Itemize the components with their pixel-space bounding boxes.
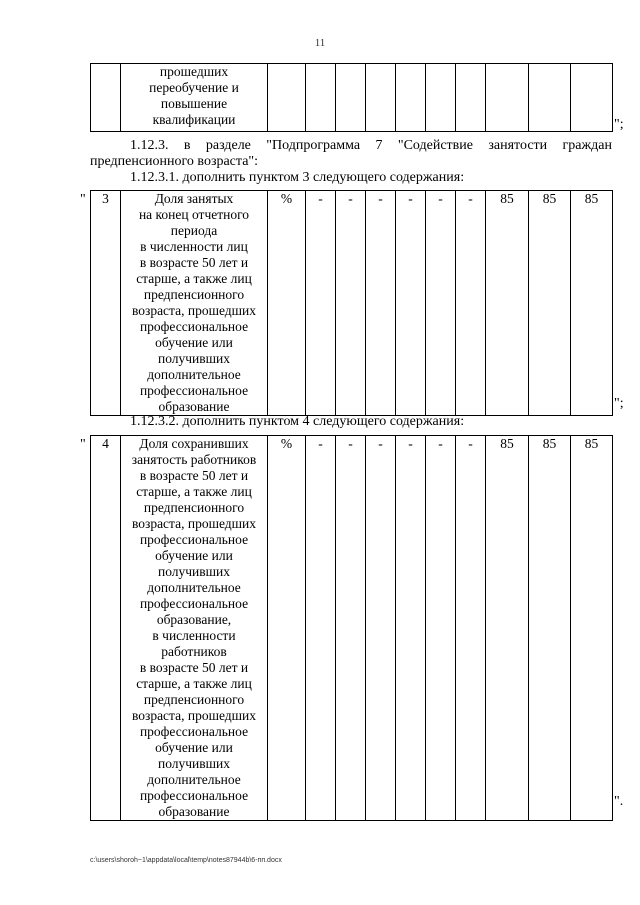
cell-value: - xyxy=(396,191,426,416)
cell-value xyxy=(306,64,336,132)
cell-number: 3 xyxy=(91,191,121,416)
indicator-line: обучение или xyxy=(155,335,233,350)
table-item-3 xyxy=(90,190,613,416)
footer-file-path: c:\users\shoroh~1\appdata\local\temp\notes87944b\6-пп.docx xyxy=(90,857,282,864)
cell-value: - xyxy=(456,191,486,416)
indicator-line: в возрасте 50 лет и xyxy=(139,660,249,675)
cell-number: 4 xyxy=(91,436,121,821)
indicator-line: профессиональное xyxy=(139,788,249,803)
cell-value: 85 xyxy=(529,436,571,821)
cell-value: - xyxy=(336,191,366,416)
cell-value: - xyxy=(366,191,396,416)
indicator-line: образование, xyxy=(156,612,232,627)
table-row xyxy=(91,64,613,132)
cell-number xyxy=(91,64,121,132)
indicator-line: Доля сохранивших xyxy=(139,436,249,451)
cell-value xyxy=(529,64,571,132)
cell-value xyxy=(336,64,366,132)
indicator-line: переобучение и xyxy=(149,80,239,95)
indicator-line: дополнительное xyxy=(147,580,241,595)
paragraph-section-edit: 1.12.3. в разделе "Подпрограмма 7 "Содействие занятости граждан xyxy=(130,138,612,153)
cell-value: - xyxy=(366,436,396,821)
table-end-mark: "; xyxy=(614,396,624,411)
cell-value xyxy=(456,64,486,132)
indicator-line: предпенсионного xyxy=(143,287,245,302)
cell-indicator-name xyxy=(121,436,268,821)
indicator-line: дополнительное xyxy=(147,772,241,787)
indicator-line: старше, а также лиц xyxy=(136,676,252,691)
indicator-line: занятость работников xyxy=(131,452,257,467)
table-continuation xyxy=(90,63,613,132)
indicator-line: периода xyxy=(170,223,218,238)
table-item-4 xyxy=(90,435,613,821)
indicator-line: профессиональное xyxy=(139,724,249,739)
indicator-line: профессиональное xyxy=(139,383,249,398)
paragraph-add-item-4: 1.12.3.2. дополнить пунктом 4 следующего содержания: xyxy=(130,414,465,429)
indicator-line: в численности xyxy=(152,628,236,643)
table-end-mark: ". xyxy=(614,794,624,809)
indicator-line: повышение xyxy=(160,96,228,111)
indicator-line: обучение или xyxy=(155,740,233,755)
table-open-quote: " xyxy=(80,192,86,207)
page-number: 11 xyxy=(314,37,326,49)
paragraph-add-item-3: 1.12.3.1. дополнить пунктом 3 следующего содержания: xyxy=(130,170,465,185)
table-row xyxy=(91,436,613,821)
cell-value xyxy=(426,64,456,132)
cell-value: 85 xyxy=(486,436,529,821)
indicator-line: Доля занятых xyxy=(154,191,234,206)
cell-value xyxy=(571,64,613,132)
cell-value: - xyxy=(426,436,456,821)
indicator-line: старше, а также лиц xyxy=(136,484,252,499)
cell-value xyxy=(396,64,426,132)
indicator-line: возраста, прошедших xyxy=(131,516,257,531)
table-row xyxy=(91,191,613,416)
indicator-line: дополнительное xyxy=(147,367,241,382)
cell-value: - xyxy=(336,436,366,821)
indicator-line: на конец отчетного xyxy=(138,207,250,222)
indicator-line: образование xyxy=(158,804,230,819)
indicator-line: возраста, прошедших xyxy=(131,303,257,318)
indicator-line: образование xyxy=(158,399,230,414)
cell-value: - xyxy=(306,436,336,821)
indicator-line: в возрасте 50 лет и xyxy=(139,468,249,483)
cell-value: 85 xyxy=(486,191,529,416)
indicator-line: предпенсионного xyxy=(143,692,245,707)
cell-value: 85 xyxy=(571,436,613,821)
cell-value xyxy=(486,64,529,132)
indicator-line: получивших xyxy=(157,756,231,771)
indicator-line: старше, а также лиц xyxy=(136,271,252,286)
indicator-line: профессиональное xyxy=(139,319,249,334)
indicator-line: квалификации xyxy=(152,112,236,127)
indicator-line: возраста, прошедших xyxy=(131,708,257,723)
indicator-line: в возрасте 50 лет и xyxy=(139,255,249,270)
indicator-line: предпенсионного xyxy=(143,500,245,515)
cell-value xyxy=(366,64,396,132)
table-end-mark: "; xyxy=(614,117,624,132)
paragraph-section-edit-cont: предпенсионного возраста": xyxy=(90,154,259,169)
indicator-line: в численности лиц xyxy=(140,239,248,254)
cell-value: - xyxy=(396,436,426,821)
cell-value: 85 xyxy=(529,191,571,416)
indicator-line: получивших xyxy=(157,564,231,579)
indicator-line: получивших xyxy=(157,351,231,366)
cell-indicator-name xyxy=(121,191,268,416)
indicator-line: работников xyxy=(161,644,227,659)
cell-unit xyxy=(268,64,306,132)
cell-unit: % xyxy=(268,191,306,416)
cell-indicator-name xyxy=(121,64,268,132)
indicator-line: обучение или xyxy=(155,548,233,563)
cell-value: 85 xyxy=(571,191,613,416)
cell-value: - xyxy=(426,191,456,416)
indicator-line: профессиональное xyxy=(139,596,249,611)
indicator-line: прошедших xyxy=(159,64,229,79)
table-open-quote: " xyxy=(80,437,86,452)
cell-value: - xyxy=(306,191,336,416)
indicator-line: профессиональное xyxy=(139,532,249,547)
cell-unit: % xyxy=(268,436,306,821)
cell-value: - xyxy=(456,436,486,821)
